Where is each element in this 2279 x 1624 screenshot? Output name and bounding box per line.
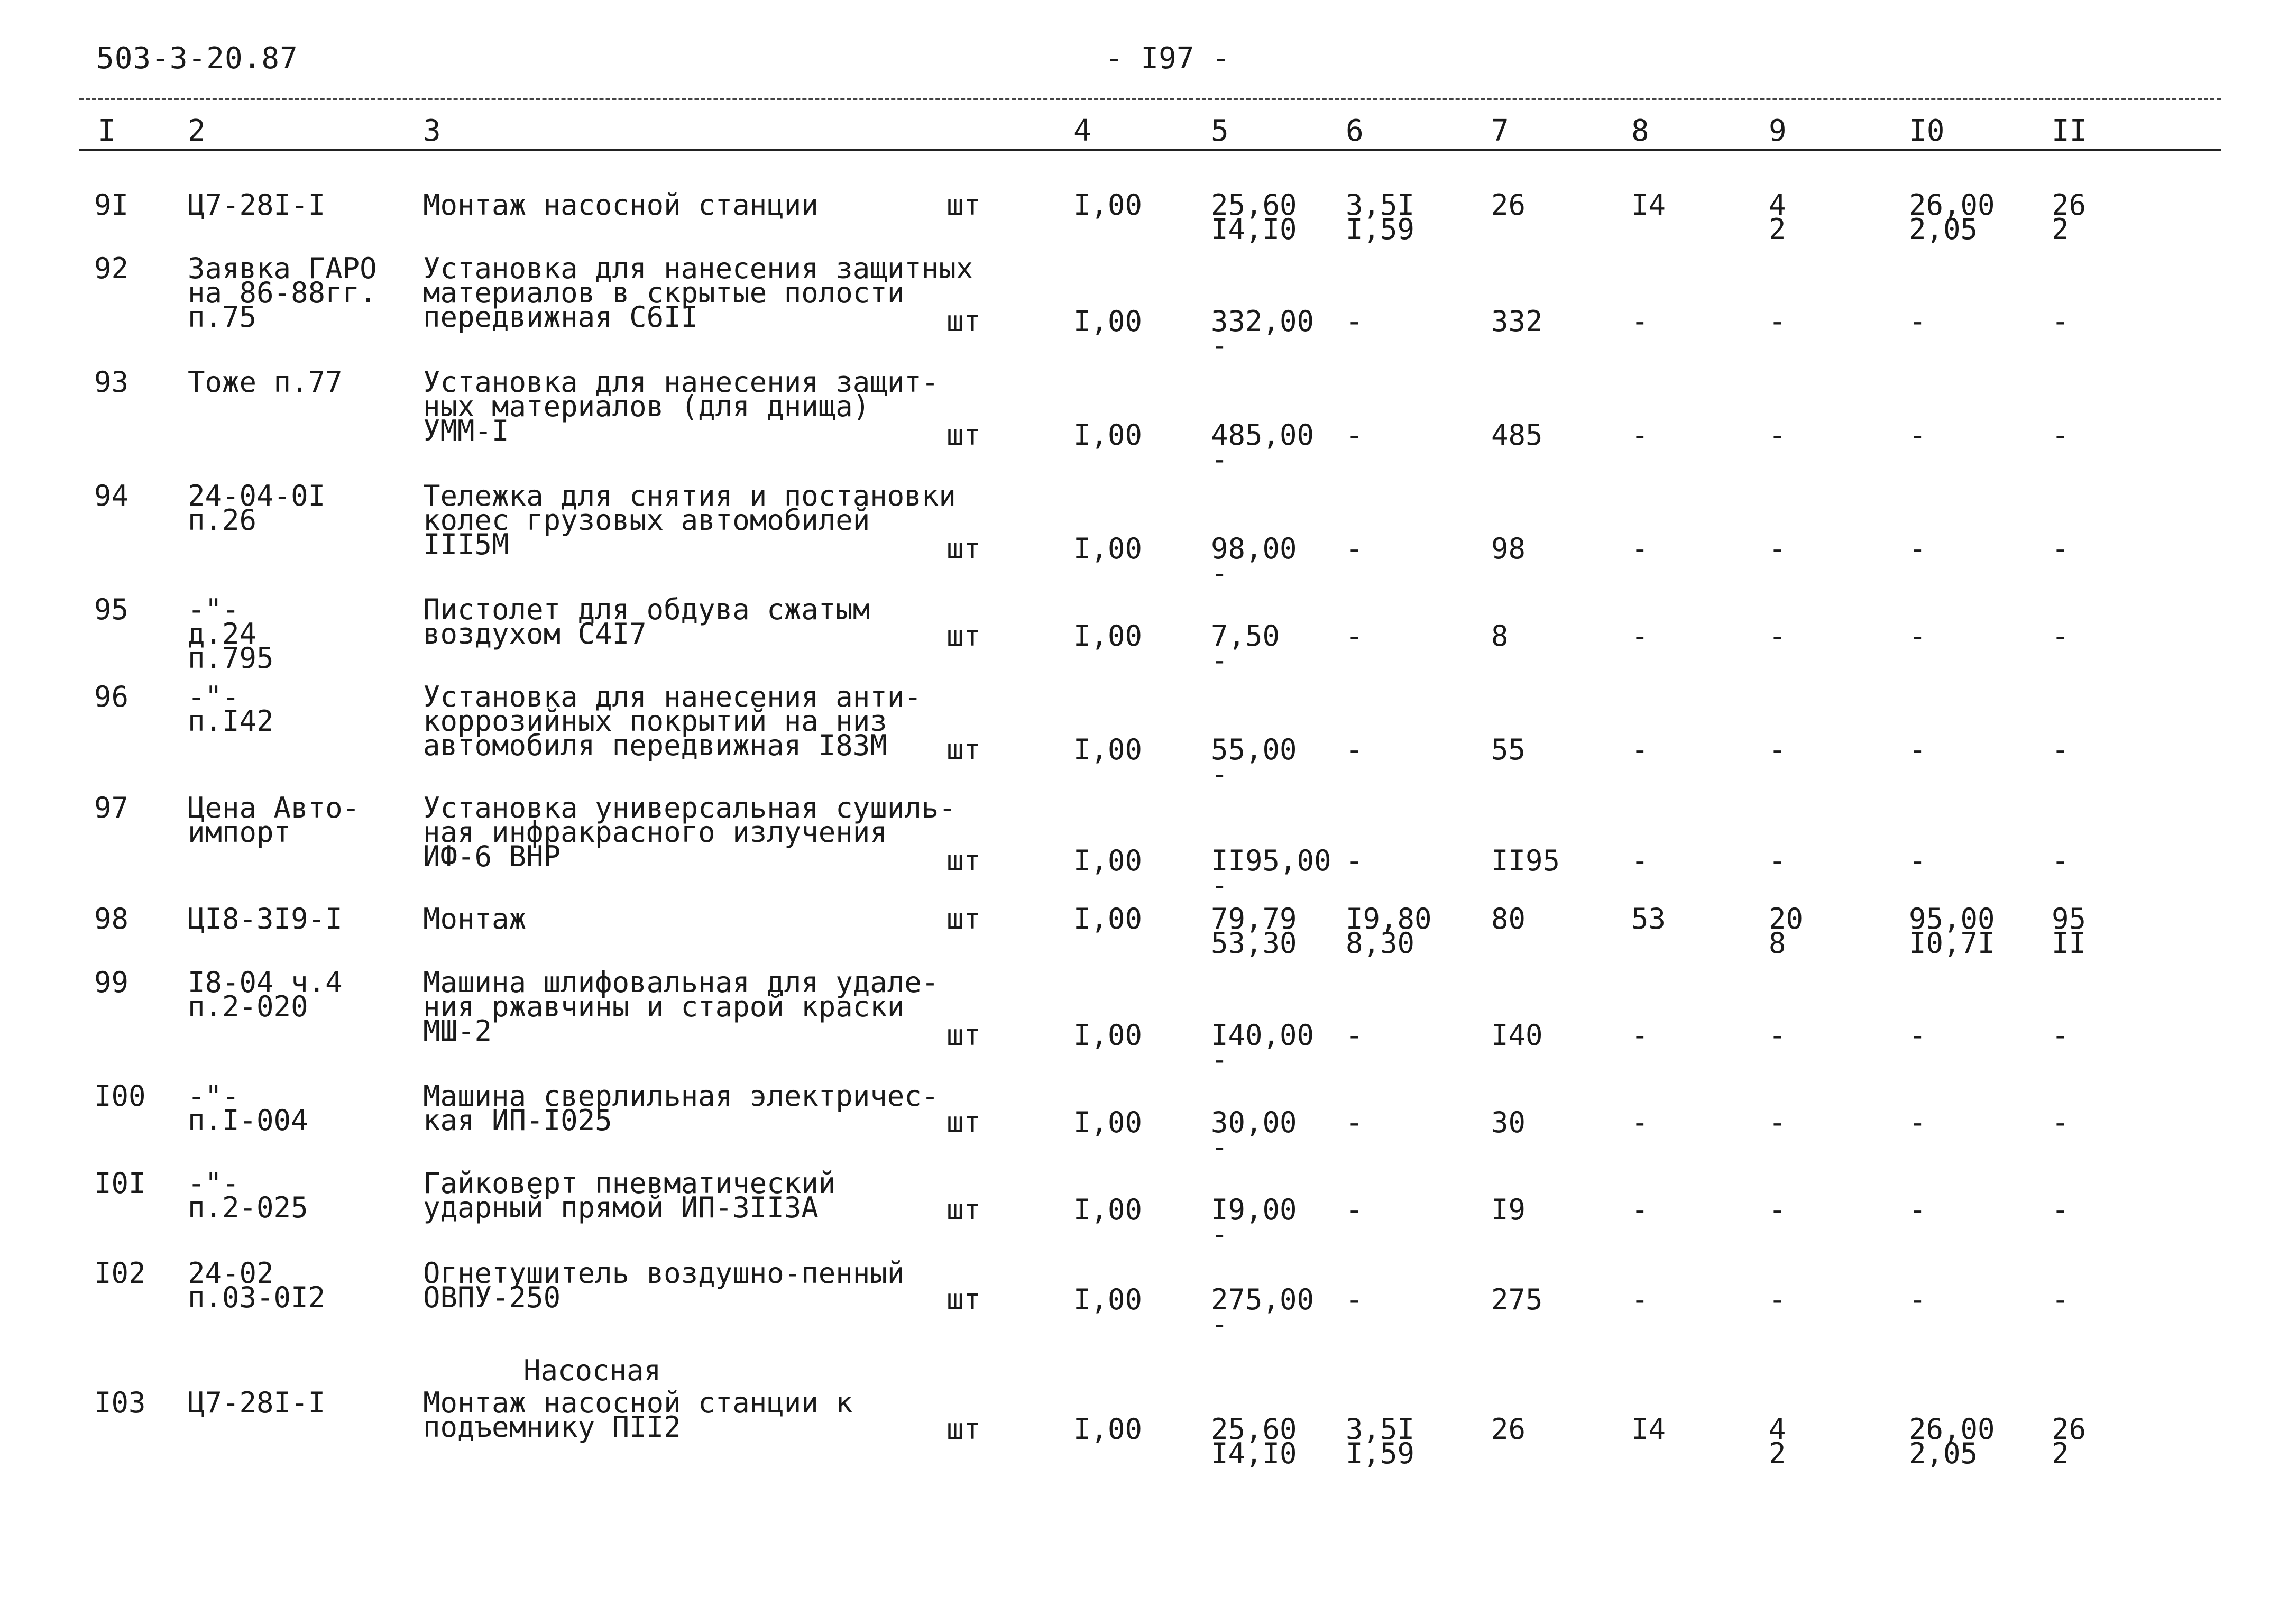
cell-c7: 26 [1491,1412,1526,1446]
cell-qty: I,00 [1073,1106,1143,1139]
cell-unit: шт [946,1412,981,1446]
cell-c11: - [2052,1106,2069,1139]
cell-c5: I40,00 - [1211,1019,1315,1076]
cell-c6: - [1346,1283,1363,1316]
cell-unit: шт [946,188,981,222]
cell-qty: I,00 [1073,844,1143,877]
cell-code: I8-04 ч.4 п.2-020 [188,966,343,1023]
cell-c6: - [1346,1106,1363,1139]
cell-n: 99 [94,966,129,999]
cell-c10: 95,00 I0,7I [1909,902,1995,960]
cell-n: 96 [94,680,129,713]
cell-code: 24-04-0I п.26 [188,479,326,537]
cell-c7: 26 [1491,188,1526,222]
cell-name: Установка для нанесения анти- коррозийных покрытий на низ автомобиля передвижная I83М [423,680,922,762]
cell-qty: I,00 [1073,418,1143,452]
cell-c10: - [1909,1283,1926,1316]
document-code: 503-3-20.87 [96,41,298,76]
column-header: 7 [1491,114,1509,148]
cell-c9: - [1769,532,1786,565]
cell-c8: - [1631,305,1649,338]
cell-c5: 7,50 - [1211,619,1280,677]
cell-c8: I4 [1631,1412,1666,1446]
cell-code: -"- д.24 п.795 [188,593,274,675]
cell-code: Ц7-28I-I [188,1386,326,1419]
cell-c6: - [1346,532,1363,565]
cell-c10: - [1909,1019,1926,1052]
cell-c5: 485,00 - [1211,418,1315,476]
cell-c5: 98,00 - [1211,532,1297,590]
cell-code: Тоже п.77 [188,365,343,399]
cell-n: I00 [94,1079,146,1113]
cell-c9: - [1769,1019,1786,1052]
cell-qty: I,00 [1073,1412,1143,1446]
cell-c6: 3,5I I,59 [1346,1412,1415,1470]
cell-qty: I,00 [1073,902,1143,935]
cell-n: 92 [94,252,129,285]
cell-unit: шт [946,1019,981,1052]
cell-code: -"- п.I-004 [188,1079,308,1137]
cell-qty: I,00 [1073,188,1143,222]
cell-unit: шт [946,1106,981,1139]
cell-c7: 30 [1491,1106,1526,1139]
cell-c11: - [2052,305,2069,338]
cell-c6: - [1346,418,1363,452]
cell-c8: - [1631,418,1649,452]
cell-c7: I9 [1491,1193,1526,1226]
cell-c8: - [1631,1019,1649,1052]
cell-code: 24-02 п.03-0I2 [188,1256,326,1314]
cell-c10: 26,00 2,05 [1909,1412,1995,1470]
section-title: Насосная [523,1354,661,1387]
column-header: 5 [1211,114,1229,148]
cell-c11: 26 2 [2052,1412,2087,1470]
cell-c11: 26 2 [2052,188,2087,246]
cell-c8: I4 [1631,188,1666,222]
cell-c11: - [2052,1193,2069,1226]
cell-c6: I9,80 8,30 [1346,902,1432,960]
cell-c8: - [1631,733,1649,766]
cell-c8: - [1631,1193,1649,1226]
cell-c9: 20 8 [1769,902,1804,960]
cell-c11: - [2052,1283,2069,1316]
cell-c7: II95 [1491,844,1560,877]
cell-c10: - [1909,1106,1926,1139]
cell-c10: - [1909,844,1926,877]
cell-c8: - [1631,1106,1649,1139]
cell-c5: 275,00 - [1211,1283,1315,1341]
cell-name: Установка для нанесения защитных материалов в скрытые полости передвижная С6II [423,252,973,334]
cell-c11: - [2052,418,2069,452]
cell-c7: 332 [1491,305,1543,338]
cell-name: Пистолет для обдува сжатым воздухом С4I7 [423,593,870,650]
cell-c9: - [1769,1106,1786,1139]
cell-c7: 98 [1491,532,1526,565]
cell-qty: I,00 [1073,1283,1143,1316]
cell-name: Машина шлифовальная для удале- ния ржавчины и старой краски МШ-2 [423,966,939,1048]
cell-qty: I,00 [1073,305,1143,338]
cell-c8: 53 [1631,902,1666,935]
cell-qty: I,00 [1073,619,1143,653]
cell-n: 93 [94,365,129,399]
cell-c7: 80 [1491,902,1526,935]
cell-c10: - [1909,305,1926,338]
cell-c5: II95,00 - [1211,844,1331,902]
cell-c9: - [1769,619,1786,653]
cell-c9: - [1769,844,1786,877]
page-number: - I97 - [1105,41,1230,76]
cell-unit: шт [946,305,981,338]
cell-unit: шт [946,733,981,766]
cell-name: Установка универсальная сушиль- ная инфракрасного излучения ИФ-6 ВНР [423,791,956,873]
cell-c6: - [1346,844,1363,877]
cell-unit: шт [946,619,981,653]
cell-code: Цена Авто- импорт [188,791,360,849]
cell-c8: - [1631,844,1649,877]
cell-n: 9I [94,188,129,222]
cell-c5: 332,00 - [1211,305,1315,362]
cell-n: 94 [94,479,129,512]
cell-c5: 55,00 - [1211,733,1297,791]
header-top-rule [79,98,2221,100]
cell-c9: 4 2 [1769,188,1786,246]
cell-name: Монтаж [423,902,527,935]
cell-c7: 8 [1491,619,1509,653]
column-header: 8 [1631,114,1649,148]
cell-c6: - [1346,305,1363,338]
cell-code: -"- п.2-025 [188,1167,308,1224]
cell-c5: 25,60 I4,I0 [1211,1412,1297,1470]
cell-name: Гайковерт пневматический ударный прямой ИП-3II3А [423,1167,836,1224]
cell-c6: - [1346,619,1363,653]
cell-unit: шт [946,902,981,935]
cell-c10: - [1909,418,1926,452]
cell-c11: - [2052,532,2069,565]
cell-qty: I,00 [1073,1019,1143,1052]
cell-c7: 55 [1491,733,1526,766]
cell-name: Установка для нанесения защит- ных материалов (для днища) УММ-I [423,365,939,447]
cell-c10: - [1909,619,1926,653]
cell-unit: шт [946,844,981,877]
cell-c5: 79,79 53,30 [1211,902,1297,960]
cell-c5: 30,00 - [1211,1106,1297,1163]
cell-c9: - [1769,305,1786,338]
cell-c10: - [1909,733,1926,766]
cell-n: 97 [94,791,129,824]
cell-c11: - [2052,1019,2069,1052]
column-header: 9 [1769,114,1787,148]
cell-n: I02 [94,1256,146,1290]
cell-unit: шт [946,1193,981,1226]
cell-c7: 275 [1491,1283,1543,1316]
cell-c6: - [1346,733,1363,766]
cell-n: I0I [94,1167,146,1200]
cell-qty: I,00 [1073,532,1143,565]
cell-c9: - [1769,1193,1786,1226]
cell-n: I03 [94,1386,146,1419]
cell-unit: шт [946,418,981,452]
cell-c8: - [1631,619,1649,653]
cell-code: -"- п.I42 [188,680,274,738]
cell-n: 95 [94,593,129,626]
header-bottom-rule [79,149,2221,151]
cell-n: 98 [94,902,129,935]
cell-qty: I,00 [1073,733,1143,766]
cell-name: Машина сверлильная электричес- кая ИП-I025 [423,1079,939,1137]
cell-c5: 25,60 I4,I0 [1211,188,1297,246]
cell-c9: - [1769,1283,1786,1316]
column-header: 4 [1073,114,1091,148]
cell-c6: - [1346,1019,1363,1052]
cell-c6: - [1346,1193,1363,1226]
cell-c6: 3,5I I,59 [1346,188,1415,246]
cell-c11: 95 II [2052,902,2087,960]
cell-unit: шт [946,1283,981,1316]
cell-qty: I,00 [1073,1193,1143,1226]
cell-name: Монтаж насосной станции [423,188,819,222]
column-header: I0 [1909,114,1945,148]
cell-code: Заявка ГАРО на 86-88гг. п.75 [188,252,377,334]
cell-c8: - [1631,532,1649,565]
cell-c10: - [1909,532,1926,565]
cell-code: ЦI8-3I9-I [188,902,343,935]
cell-unit: шт [946,532,981,565]
cell-c9: 4 2 [1769,1412,1786,1470]
cell-name: Монтаж насосной станции к подъемнику ПII2 [423,1386,853,1444]
cell-c8: - [1631,1283,1649,1316]
cell-c11: - [2052,619,2069,653]
cell-c11: - [2052,733,2069,766]
cell-code: Ц7-28I-I [188,188,326,222]
cell-c10: - [1909,1193,1926,1226]
cell-name: Тележка для снятия и постановки колес грузовых автомобилей III5М [423,479,956,561]
cell-c9: - [1769,418,1786,452]
cell-c11: - [2052,844,2069,877]
column-header: 3 [423,114,441,148]
column-header: I [98,114,116,148]
cell-c5: I9,00 - [1211,1193,1297,1251]
cell-c7: 485 [1491,418,1543,452]
cell-c7: I40 [1491,1019,1543,1052]
column-header: 2 [188,114,206,148]
cell-c9: - [1769,733,1786,766]
column-header: 6 [1346,114,1364,148]
cell-name: Огнетушитель воздушно-пенный ОВПУ-250 [423,1256,905,1314]
cell-c10: 26,00 2,05 [1909,188,1995,246]
column-header: II [2052,114,2088,148]
